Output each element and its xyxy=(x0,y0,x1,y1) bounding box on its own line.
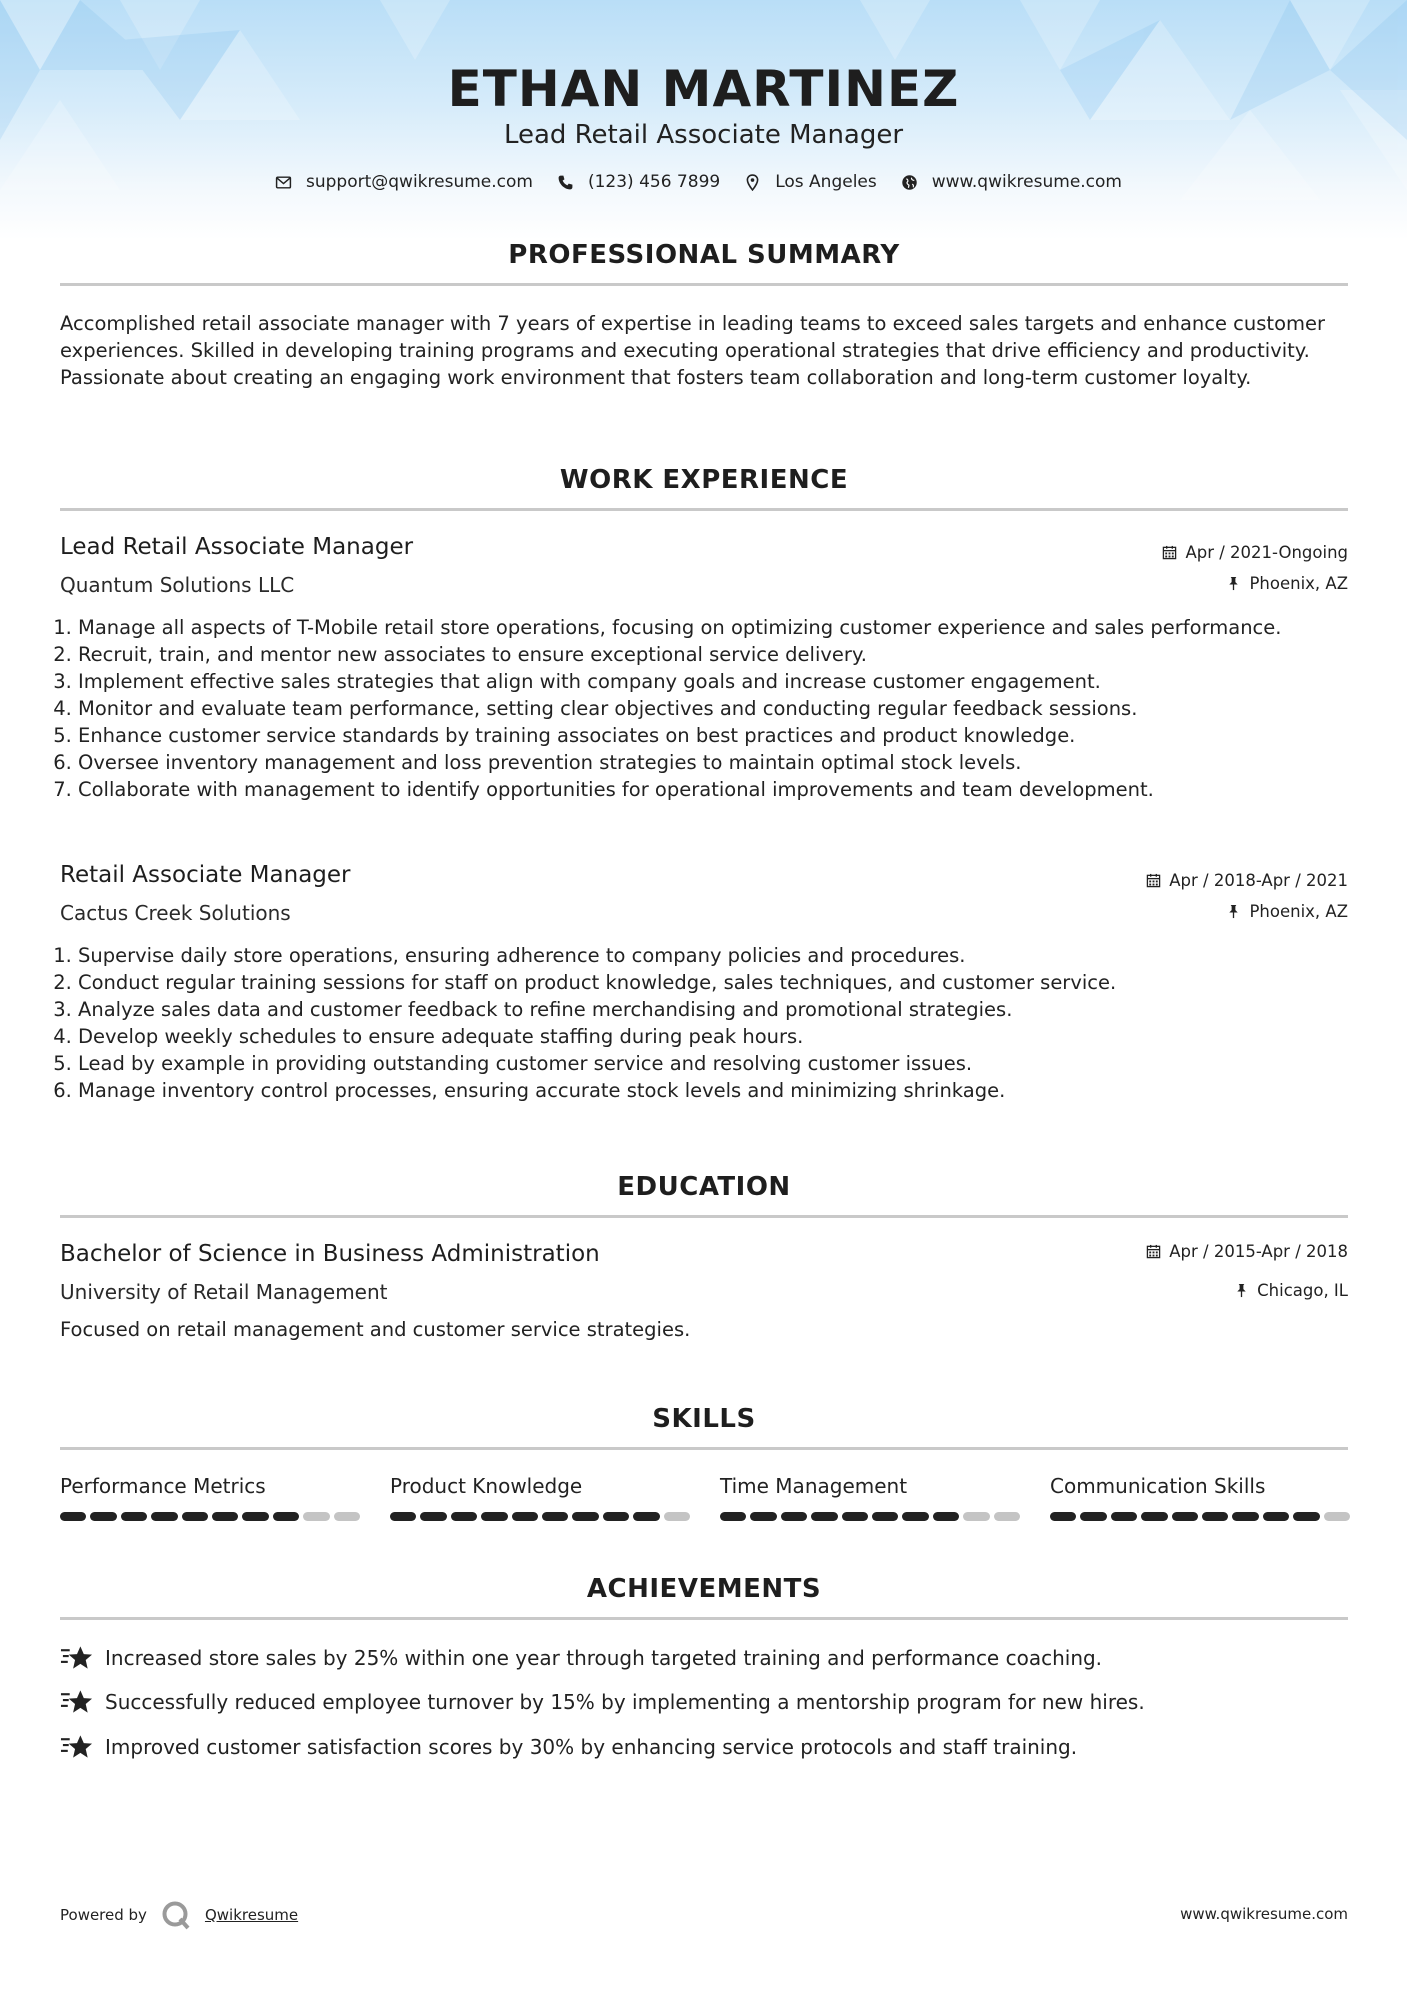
education-divider xyxy=(60,1215,1348,1218)
achievements-divider xyxy=(60,1617,1348,1620)
skill-level-segment xyxy=(664,1512,690,1521)
skill-level-segment xyxy=(1080,1512,1106,1521)
list-item: 2. Conduct regular training sessions for staff on product knowledge, sales techniques, and customer service. xyxy=(78,969,1368,996)
skill-level-segment xyxy=(1263,1512,1289,1521)
candidate-title: Lead Retail Associate Manager xyxy=(503,120,904,150)
pushpin-icon xyxy=(1234,1283,1249,1298)
skill-level-segment xyxy=(633,1512,659,1521)
email-text: support@qwikresume.com xyxy=(306,172,533,192)
skill-level-segment xyxy=(242,1512,268,1521)
skill-level-segment xyxy=(451,1512,477,1521)
experience-heading: WORK EXPERIENCE xyxy=(559,465,849,495)
school-name: University of Retail Management xyxy=(60,1280,388,1304)
list-item: 3. Analyze sales data and customer feedback to refine merchandising and promotional strategies. xyxy=(78,996,1368,1023)
pushpin-icon xyxy=(1226,904,1241,919)
skill-level-segment xyxy=(994,1512,1020,1521)
location-text: Los Angeles xyxy=(775,172,877,192)
list-item: 5. Enhance customer service standards by training associates on best practices and product knowledge. xyxy=(78,722,1368,749)
skill-level-segment xyxy=(750,1512,776,1521)
skill-level-segment xyxy=(212,1512,238,1521)
phone-text: (123) 456 7899 xyxy=(587,172,721,192)
candidate-name: ETHAN MARTINEZ xyxy=(447,60,960,118)
skill-level-segment xyxy=(811,1512,837,1521)
skill-level-segment xyxy=(60,1512,86,1521)
skills-heading: SKILLS xyxy=(652,1404,756,1434)
contact-phone[interactable] xyxy=(557,172,720,192)
list-item: 2. Recruit, train, and mentor new associates to ensure exceptional service delivery. xyxy=(78,641,1368,668)
skill-level-segment xyxy=(1202,1512,1228,1521)
job-company: Cactus Creek Solutions xyxy=(60,901,291,925)
globe-icon xyxy=(901,174,918,191)
job-dates-text: Apr / 2018-Apr / 2021 xyxy=(1169,871,1348,890)
achievement-item xyxy=(60,1733,1077,1761)
phone-icon xyxy=(557,174,574,191)
skill-level-segment xyxy=(781,1512,807,1521)
skill-level-segment xyxy=(1141,1512,1167,1521)
skill-item xyxy=(720,1474,1020,1521)
summary-text: Accomplished retail associate manager with 7 years of expertise in leading teams to exceed sales targets and enhance customer experiences. Skilled in developing training programs and executing operational strategies that drive efficiency and productivity. Passionate about creating an engaging work environment that fosters team collaboration and long-term customer loyalty. xyxy=(60,312,1326,389)
list-item: 3. Implement effective sales strategies that align with company goals and increase customer engagement. xyxy=(78,668,1368,695)
skill-level-segment xyxy=(963,1512,989,1521)
job-location-text: Phoenix, AZ xyxy=(1249,574,1348,593)
skill-level-segment xyxy=(1324,1512,1350,1521)
skill-level-segment xyxy=(842,1512,868,1521)
contact-email[interactable] xyxy=(275,172,533,192)
education-location xyxy=(1234,1281,1348,1300)
skill-level-segment xyxy=(90,1512,116,1521)
skill-level-segment xyxy=(872,1512,898,1521)
degree-title: Bachelor of Science in Business Administration xyxy=(60,1241,600,1267)
skill-level-segment xyxy=(933,1512,959,1521)
summary-divider xyxy=(60,283,1348,286)
list-item: 6. Manage inventory control processes, ensuring accurate stock levels and minimizing shrinkage. xyxy=(78,1077,1368,1104)
skill-level-segment xyxy=(334,1512,360,1521)
experience-divider xyxy=(60,508,1348,511)
calendar-icon xyxy=(1146,1244,1161,1259)
footer-powered-by xyxy=(60,1900,298,1930)
education-dates xyxy=(1146,1242,1348,1261)
skill-name: Time Management xyxy=(720,1474,908,1498)
skill-level-segment xyxy=(1293,1512,1319,1521)
skill-level-segment xyxy=(273,1512,299,1521)
skill-level-segment xyxy=(512,1512,538,1521)
star-icon xyxy=(60,1733,93,1761)
skill-item xyxy=(1050,1474,1350,1521)
skills-divider xyxy=(60,1447,1348,1450)
achievements-heading: ACHIEVEMENTS xyxy=(586,1574,822,1604)
envelope-icon xyxy=(275,174,292,191)
brand-link[interactable]: Qwikresume xyxy=(204,1906,299,1924)
job-location xyxy=(1226,902,1348,921)
website-text: www.qwikresume.com xyxy=(931,172,1122,192)
job-location-text: Phoenix, AZ xyxy=(1249,902,1348,921)
summary-heading: PROFESSIONAL SUMMARY xyxy=(508,240,900,270)
contact-bar xyxy=(0,172,1407,192)
pushpin-icon xyxy=(1226,576,1241,591)
education-location-text: Chicago, IL xyxy=(1257,1281,1348,1300)
skill-level-segment xyxy=(121,1512,147,1521)
skill-level-segment xyxy=(572,1512,598,1521)
skill-level-segment xyxy=(303,1512,329,1521)
skill-level-bar xyxy=(720,1512,1020,1521)
skill-level-bar xyxy=(390,1512,690,1521)
skill-item xyxy=(60,1474,360,1521)
skill-level-segment xyxy=(151,1512,177,1521)
achievement-text: Successfully reduced employee turnover by 15% by implementing a mentorship program for new hires. xyxy=(105,1690,1145,1714)
skill-level-segment xyxy=(1111,1512,1137,1521)
skill-level-segment xyxy=(1050,1512,1076,1521)
skill-name: Performance Metrics xyxy=(60,1474,266,1498)
skill-level-segment xyxy=(1232,1512,1258,1521)
achievement-item xyxy=(60,1688,1145,1716)
list-item: 7. Collaborate with management to identify opportunities for operational improvements and team development. xyxy=(78,776,1368,803)
job-title: Retail Associate Manager xyxy=(60,862,351,888)
education-dates-text: Apr / 2015-Apr / 2018 xyxy=(1169,1242,1348,1261)
skill-item xyxy=(390,1474,690,1521)
job-title: Lead Retail Associate Manager xyxy=(60,534,414,560)
list-item: 1. Supervise daily store operations, ensuring adherence to company policies and procedures. xyxy=(78,942,1368,969)
achievement-text: Increased store sales by 25% within one year through targeted training and performance coaching. xyxy=(105,1646,1103,1670)
skill-level-segment xyxy=(603,1512,629,1521)
skill-name: Communication Skills xyxy=(1050,1474,1266,1498)
skill-level-segment xyxy=(902,1512,928,1521)
calendar-icon xyxy=(1162,545,1177,560)
list-item: 6. Oversee inventory management and loss prevention strategies to maintain optimal stock levels. xyxy=(78,749,1368,776)
skill-level-segment xyxy=(182,1512,208,1521)
skill-level-bar xyxy=(1050,1512,1350,1521)
qwikresume-logo xyxy=(161,1900,191,1930)
skill-name: Product Knowledge xyxy=(390,1474,583,1498)
skill-level-segment xyxy=(481,1512,507,1521)
job-dates xyxy=(1162,543,1348,562)
job-responsibilities xyxy=(52,614,1368,803)
achievement-text: Improved customer satisfaction scores by 30% by enhancing service protocols and staff training. xyxy=(105,1735,1078,1759)
calendar-icon xyxy=(1146,873,1161,888)
contact-location xyxy=(744,172,877,192)
education-description: Focused on retail management and customer service strategies. xyxy=(60,1318,691,1341)
skill-level-segment xyxy=(420,1512,446,1521)
skill-level-segment xyxy=(720,1512,746,1521)
list-item: 1. Manage all aspects of T-Mobile retail store operations, focusing on optimizing customer experience and sales performance. xyxy=(78,614,1368,641)
education-heading: EDUCATION xyxy=(617,1172,791,1202)
list-item: 4. Monitor and evaluate team performance, setting clear objectives and conducting regular feedback sessions. xyxy=(78,695,1368,722)
achievement-item xyxy=(60,1644,1102,1672)
skill-level-segment xyxy=(390,1512,416,1521)
contact-website[interactable] xyxy=(901,172,1122,192)
list-item: 4. Develop weekly schedules to ensure adequate staffing during peak hours. xyxy=(78,1023,1368,1050)
list-item: 5. Lead by example in providing outstanding customer service and resolving customer issues. xyxy=(78,1050,1368,1077)
powered-by-label: Powered by xyxy=(60,1906,147,1924)
job-responsibilities xyxy=(52,942,1368,1104)
star-icon xyxy=(60,1644,93,1672)
star-icon xyxy=(60,1688,93,1716)
skills-grid xyxy=(60,1474,1348,1521)
skill-level-segment xyxy=(542,1512,568,1521)
job-dates xyxy=(1146,871,1348,890)
job-location xyxy=(1226,574,1348,593)
footer-website[interactable]: www.qwikresume.com xyxy=(1180,1905,1348,1923)
job-company: Quantum Solutions LLC xyxy=(60,573,295,597)
job-dates-text: Apr / 2021-Ongoing xyxy=(1185,543,1348,562)
map-pin-icon xyxy=(744,174,761,191)
skill-level-bar xyxy=(60,1512,360,1521)
skill-level-segment xyxy=(1172,1512,1198,1521)
